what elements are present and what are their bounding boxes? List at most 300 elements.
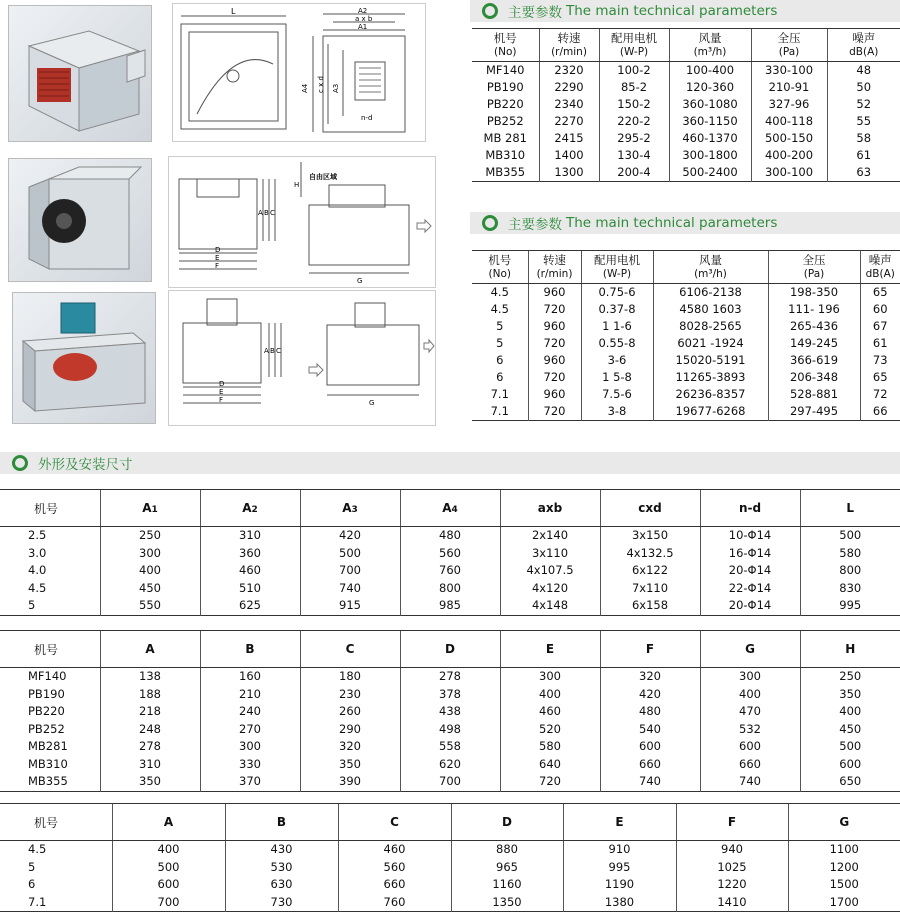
table-cell: 400 bbox=[100, 562, 200, 580]
column-header bbox=[539, 29, 599, 62]
table-cell: 220-2 bbox=[599, 113, 669, 130]
table-cell: 510 bbox=[200, 580, 300, 598]
table-cell: 1 1-6 bbox=[581, 318, 653, 335]
column-header-en: (r/min) bbox=[529, 267, 581, 281]
table-cell: PB220 bbox=[472, 96, 539, 113]
table-row bbox=[472, 352, 900, 369]
table-cell: 460 bbox=[338, 841, 451, 859]
table-cell: 22-Φ14 bbox=[700, 580, 800, 598]
column-header: A bbox=[112, 804, 225, 841]
column-header: n-d bbox=[700, 490, 800, 527]
section-title: 主要参数 bbox=[508, 1, 562, 21]
column-header-cn: 噪声 bbox=[861, 253, 900, 267]
table-cell: 210 bbox=[200, 686, 300, 704]
table-cell: 378 bbox=[400, 686, 500, 704]
table-cell: MF140 bbox=[0, 668, 100, 686]
drawing-label: A3 bbox=[332, 84, 340, 93]
drawing-label: F bbox=[219, 396, 223, 404]
table-cell: 800 bbox=[400, 580, 500, 598]
column-header-en: (No) bbox=[472, 267, 528, 281]
column-header: L bbox=[800, 490, 900, 527]
table-row bbox=[0, 876, 900, 894]
column-header-en: (Pa) bbox=[769, 267, 860, 281]
table-cell: 100-2 bbox=[599, 62, 669, 80]
table-cell: 558 bbox=[400, 738, 500, 756]
table-cell: 1100 bbox=[788, 841, 900, 859]
circle-bullet-icon bbox=[482, 3, 498, 19]
table-cell: 73 bbox=[860, 352, 900, 369]
table-cell: 560 bbox=[338, 859, 451, 877]
column-header: 机号 bbox=[0, 490, 100, 527]
column-header-cn: 风量 bbox=[670, 31, 751, 45]
table-cell: 2290 bbox=[539, 79, 599, 96]
table-cell: 149-245 bbox=[768, 335, 860, 352]
table-cell: 500 bbox=[300, 545, 400, 563]
table-row bbox=[472, 130, 900, 147]
table-row bbox=[472, 403, 900, 421]
table-cell: 72 bbox=[860, 386, 900, 403]
table-cell: 480 bbox=[600, 703, 700, 721]
table-cell: 278 bbox=[100, 738, 200, 756]
subscript: 3 bbox=[352, 505, 358, 515]
table-cell: 740 bbox=[300, 580, 400, 598]
column-header bbox=[751, 29, 827, 62]
table-cell: 700 bbox=[400, 773, 500, 791]
table-cell: 985 bbox=[400, 597, 500, 615]
params-table-1 bbox=[472, 28, 900, 182]
table-cell: 20-Φ14 bbox=[700, 597, 800, 615]
table-cell: 2340 bbox=[539, 96, 599, 113]
column-header bbox=[528, 251, 581, 284]
table-row bbox=[472, 147, 900, 164]
table-cell: 720 bbox=[500, 773, 600, 791]
table-cell: 230 bbox=[300, 686, 400, 704]
table-cell: 3-6 bbox=[581, 352, 653, 369]
column-header-cn: 噪声 bbox=[828, 31, 900, 45]
table-cell: 85-2 bbox=[599, 79, 669, 96]
table-cell: 310 bbox=[200, 527, 300, 545]
table-cell: 965 bbox=[451, 859, 563, 877]
table-cell: 61 bbox=[827, 147, 900, 164]
column-header: 机号 bbox=[0, 631, 100, 668]
table-header-row bbox=[0, 490, 900, 527]
table-cell: 4.0 bbox=[0, 562, 100, 580]
table-cell: 0.55-8 bbox=[581, 335, 653, 352]
table-cell: 740 bbox=[700, 773, 800, 791]
table-cell: 0.75-6 bbox=[581, 284, 653, 302]
column-header-cn: 全压 bbox=[752, 31, 827, 45]
table-cell: 5 bbox=[0, 597, 100, 615]
table-row bbox=[0, 756, 900, 774]
subscript: 4 bbox=[452, 505, 458, 515]
table-cell: 500 bbox=[800, 738, 900, 756]
table-cell: PB190 bbox=[0, 686, 100, 704]
table-cell: 330 bbox=[200, 756, 300, 774]
table-cell: 1190 bbox=[563, 876, 676, 894]
column-header-en: (W-P) bbox=[582, 267, 653, 281]
drawing-label: A bbox=[264, 347, 269, 355]
drawing-2 bbox=[168, 156, 436, 288]
table-cell: 297-495 bbox=[768, 403, 860, 421]
table-cell: 360-1080 bbox=[669, 96, 751, 113]
table-cell: 350 bbox=[800, 686, 900, 704]
column-header-en: (W-P) bbox=[600, 45, 669, 59]
table-cell: 330-100 bbox=[751, 62, 827, 80]
table-cell: 19677-6268 bbox=[653, 403, 768, 421]
table-cell: 600 bbox=[600, 738, 700, 756]
dims-table-3 bbox=[0, 803, 900, 912]
column-header: axb bbox=[500, 490, 600, 527]
table-cell: 4x107.5 bbox=[500, 562, 600, 580]
table-row bbox=[0, 773, 900, 791]
table-cell: 15020-5191 bbox=[653, 352, 768, 369]
table-cell: 720 bbox=[528, 301, 581, 318]
circle-bullet-icon bbox=[482, 215, 498, 231]
table-cell: 210-91 bbox=[751, 79, 827, 96]
table-row bbox=[472, 164, 900, 182]
table-cell: 480 bbox=[400, 527, 500, 545]
drawing-label: G bbox=[357, 277, 362, 285]
table-cell: 760 bbox=[400, 562, 500, 580]
table-cell: 600 bbox=[112, 876, 225, 894]
drawing-label: A1 bbox=[358, 23, 367, 31]
table-cell: 995 bbox=[563, 859, 676, 877]
table-cell: 130-4 bbox=[599, 147, 669, 164]
table-cell: 4.5 bbox=[472, 301, 528, 318]
table-cell: 450 bbox=[100, 580, 200, 598]
params-header-1 bbox=[470, 0, 900, 22]
table-row bbox=[472, 62, 900, 80]
circle-bullet-icon bbox=[12, 455, 28, 471]
table-cell: 460-1370 bbox=[669, 130, 751, 147]
table-cell: 16-Φ14 bbox=[700, 545, 800, 563]
table-cell: 3x150 bbox=[600, 527, 700, 545]
table-cell: MB355 bbox=[472, 164, 539, 182]
table-cell: 55 bbox=[827, 113, 900, 130]
column-header: D bbox=[451, 804, 563, 841]
table-cell: 540 bbox=[600, 721, 700, 739]
column-header bbox=[669, 29, 751, 62]
table-row bbox=[472, 335, 900, 352]
table-cell: 198-350 bbox=[768, 284, 860, 302]
table-cell: MB355 bbox=[0, 773, 100, 791]
table-cell: 4580 1603 bbox=[653, 301, 768, 318]
column-header: A2 bbox=[200, 490, 300, 527]
table-cell: 470 bbox=[700, 703, 800, 721]
column-header-en: dB(A) bbox=[828, 45, 900, 59]
table-cell: 830 bbox=[800, 580, 900, 598]
table-cell: 7x110 bbox=[600, 580, 700, 598]
table-cell: 625 bbox=[200, 597, 300, 615]
table-cell: 300 bbox=[100, 545, 200, 563]
column-header-cn: 机号 bbox=[472, 253, 528, 267]
section-title: 外形及安装尺寸 bbox=[38, 453, 133, 473]
table-cell: 532 bbox=[700, 721, 800, 739]
column-header bbox=[827, 29, 900, 62]
drawing-label: L bbox=[231, 7, 236, 16]
table-cell: 300 bbox=[500, 668, 600, 686]
table-cell: 300 bbox=[200, 738, 300, 756]
table-row bbox=[0, 841, 900, 859]
table-cell: 11265-3893 bbox=[653, 369, 768, 386]
subscript: 1 bbox=[152, 505, 158, 515]
column-header-cn: 机号 bbox=[472, 31, 539, 45]
drawing-1 bbox=[172, 3, 426, 142]
table-cell: 528-881 bbox=[768, 386, 860, 403]
table-cell: 248 bbox=[100, 721, 200, 739]
table-cell: 400 bbox=[112, 841, 225, 859]
table-cell: 400 bbox=[700, 686, 800, 704]
table-cell: 600 bbox=[800, 756, 900, 774]
table-cell: 310 bbox=[100, 756, 200, 774]
table-cell: 660 bbox=[338, 876, 451, 894]
table-cell: 1220 bbox=[676, 876, 788, 894]
table-cell: 700 bbox=[112, 894, 225, 912]
table-cell: 5 bbox=[472, 335, 528, 352]
product-photo-2 bbox=[8, 158, 152, 282]
table-cell: 420 bbox=[600, 686, 700, 704]
column-header: H bbox=[800, 631, 900, 668]
table-cell: 4x120 bbox=[500, 580, 600, 598]
table-cell: 580 bbox=[500, 738, 600, 756]
table-cell: 800 bbox=[800, 562, 900, 580]
table-row bbox=[472, 113, 900, 130]
table-cell: 520 bbox=[500, 721, 600, 739]
table-cell: 350 bbox=[300, 756, 400, 774]
table-cell: 188 bbox=[100, 686, 200, 704]
column-header bbox=[472, 251, 528, 284]
drawing-label: C bbox=[270, 209, 275, 217]
drawing-label: 自由区域 bbox=[309, 172, 338, 181]
column-header: C bbox=[300, 631, 400, 668]
table-cell: 4x132.5 bbox=[600, 545, 700, 563]
table-cell: 10-Φ14 bbox=[700, 527, 800, 545]
dims-table-1 bbox=[0, 489, 900, 616]
drawing-label: D bbox=[219, 380, 224, 388]
table-cell: 390 bbox=[300, 773, 400, 791]
table-cell: 1350 bbox=[451, 894, 563, 912]
table-cell: 111- 196 bbox=[768, 301, 860, 318]
table-cell: 265-436 bbox=[768, 318, 860, 335]
table-cell: 430 bbox=[225, 841, 338, 859]
table-header-row bbox=[472, 251, 900, 284]
table-row bbox=[0, 859, 900, 877]
column-header: A3 bbox=[300, 490, 400, 527]
table-cell: 940 bbox=[676, 841, 788, 859]
table-cell: 3x110 bbox=[500, 545, 600, 563]
table-cell: 1025 bbox=[676, 859, 788, 877]
table-cell: 6021 -1924 bbox=[653, 335, 768, 352]
table-cell: 270 bbox=[200, 721, 300, 739]
column-header-en: (m³/h) bbox=[654, 267, 768, 281]
table-cell: 295-2 bbox=[599, 130, 669, 147]
table-row bbox=[472, 96, 900, 113]
table-cell: 240 bbox=[200, 703, 300, 721]
table-cell: 350 bbox=[100, 773, 200, 791]
product-photo-3 bbox=[12, 292, 156, 424]
column-header bbox=[581, 251, 653, 284]
table-cell: 400-118 bbox=[751, 113, 827, 130]
column-header: B bbox=[200, 631, 300, 668]
table-cell: 1200 bbox=[788, 859, 900, 877]
table-cell: 100-400 bbox=[669, 62, 751, 80]
dims-header bbox=[0, 452, 900, 474]
table-cell: 7.5-6 bbox=[581, 386, 653, 403]
drawing-label: G bbox=[369, 399, 374, 407]
table-cell: 2x140 bbox=[500, 527, 600, 545]
table-cell: 278 bbox=[400, 668, 500, 686]
table-cell: 400 bbox=[800, 703, 900, 721]
table-cell: 327-96 bbox=[751, 96, 827, 113]
table-cell: 50 bbox=[827, 79, 900, 96]
column-header: D bbox=[400, 631, 500, 668]
table-cell: 620 bbox=[400, 756, 500, 774]
table-cell: 500-150 bbox=[751, 130, 827, 147]
table-cell: 4.5 bbox=[0, 580, 100, 598]
table-cell: 1300 bbox=[539, 164, 599, 182]
table-cell: 3.0 bbox=[0, 545, 100, 563]
table-cell: 700 bbox=[300, 562, 400, 580]
subscript: 2 bbox=[252, 505, 258, 515]
column-header: A4 bbox=[400, 490, 500, 527]
table-row bbox=[472, 301, 900, 318]
drawing-label: F bbox=[215, 262, 219, 270]
table-cell: 500-2400 bbox=[669, 164, 751, 182]
column-header: G bbox=[700, 631, 800, 668]
table-cell: 630 bbox=[225, 876, 338, 894]
table-cell: MB310 bbox=[0, 756, 100, 774]
drawing-label: D bbox=[215, 246, 220, 254]
table-row bbox=[0, 545, 900, 563]
table-cell: 61 bbox=[860, 335, 900, 352]
drawing-label: B bbox=[264, 209, 269, 217]
column-header-cn: 转速 bbox=[529, 253, 581, 267]
table-cell: 26236-8357 bbox=[653, 386, 768, 403]
params-table-2 bbox=[472, 250, 900, 421]
table-cell: 500 bbox=[800, 527, 900, 545]
column-header bbox=[768, 251, 860, 284]
table-cell: 6106-2138 bbox=[653, 284, 768, 302]
section-title-en: The main technical parameters bbox=[566, 215, 777, 231]
column-header: F bbox=[600, 631, 700, 668]
table-cell: 66 bbox=[860, 403, 900, 421]
table-cell: 290 bbox=[300, 721, 400, 739]
table-header-row bbox=[0, 804, 900, 841]
table-cell: 720 bbox=[528, 403, 581, 421]
table-cell: 760 bbox=[338, 894, 451, 912]
table-cell: 7.1 bbox=[472, 386, 528, 403]
table-cell: 6x158 bbox=[600, 597, 700, 615]
table-cell: 3-8 bbox=[581, 403, 653, 421]
column-header-cn: 风量 bbox=[654, 253, 768, 267]
table-cell: 500 bbox=[112, 859, 225, 877]
table-cell: 8028-2565 bbox=[653, 318, 768, 335]
table-header-row bbox=[0, 631, 900, 668]
column-header-en: (Pa) bbox=[752, 45, 827, 59]
table-cell: 530 bbox=[225, 859, 338, 877]
table-cell: 2415 bbox=[539, 130, 599, 147]
table-cell: 150-2 bbox=[599, 96, 669, 113]
drawing-label: n-d bbox=[361, 114, 372, 122]
table-cell: MB281 bbox=[0, 738, 100, 756]
table-cell: 65 bbox=[860, 284, 900, 302]
table-cell: 4.5 bbox=[472, 284, 528, 302]
table-row bbox=[0, 668, 900, 686]
table-cell: 7.1 bbox=[472, 403, 528, 421]
column-header: E bbox=[500, 631, 600, 668]
table-cell: PB190 bbox=[472, 79, 539, 96]
drawing-label: A bbox=[258, 209, 263, 217]
table-cell: 58 bbox=[827, 130, 900, 147]
table-cell: MB310 bbox=[472, 147, 539, 164]
table-cell: 2.5 bbox=[0, 527, 100, 545]
table-cell: 250 bbox=[100, 527, 200, 545]
column-header bbox=[472, 29, 539, 62]
table-cell: 720 bbox=[528, 369, 581, 386]
table-cell: PB252 bbox=[472, 113, 539, 130]
table-row bbox=[0, 562, 900, 580]
table-cell: 420 bbox=[300, 527, 400, 545]
table-cell: 250 bbox=[800, 668, 900, 686]
table-cell: 6x122 bbox=[600, 562, 700, 580]
table-cell: 580 bbox=[800, 545, 900, 563]
section-title: 主要参数 bbox=[508, 213, 562, 233]
table-cell: 206-348 bbox=[768, 369, 860, 386]
table-cell: 960 bbox=[528, 318, 581, 335]
table-cell: 300-1800 bbox=[669, 147, 751, 164]
table-cell: 2320 bbox=[539, 62, 599, 80]
column-header-cn: 配用电机 bbox=[582, 253, 653, 267]
table-cell: 360 bbox=[200, 545, 300, 563]
drawing-label: a x b bbox=[355, 15, 373, 23]
column-header-en: dB(A) bbox=[861, 267, 900, 281]
table-cell: 560 bbox=[400, 545, 500, 563]
table-cell: 740 bbox=[600, 773, 700, 791]
table-cell: 320 bbox=[600, 668, 700, 686]
table-row bbox=[472, 79, 900, 96]
table-cell: 640 bbox=[500, 756, 600, 774]
table-cell: 910 bbox=[563, 841, 676, 859]
table-cell: 1700 bbox=[788, 894, 900, 912]
drawing-3 bbox=[168, 290, 436, 426]
drawing-label: B bbox=[270, 347, 275, 355]
column-header: 机号 bbox=[0, 804, 112, 841]
table-cell: 200-4 bbox=[599, 164, 669, 182]
table-cell: 400-200 bbox=[751, 147, 827, 164]
column-header-en: (r/min) bbox=[540, 45, 599, 59]
table-cell: 460 bbox=[500, 703, 600, 721]
drawing-label: C bbox=[276, 347, 281, 355]
table-cell: 960 bbox=[528, 386, 581, 403]
table-row bbox=[472, 386, 900, 403]
table-cell: 5 bbox=[472, 318, 528, 335]
table-row bbox=[472, 284, 900, 302]
table-cell: 300-100 bbox=[751, 164, 827, 182]
table-cell: 2270 bbox=[539, 113, 599, 130]
table-header-row bbox=[472, 29, 900, 62]
table-row bbox=[0, 738, 900, 756]
table-cell: 360-1150 bbox=[669, 113, 751, 130]
drawing-label: H bbox=[294, 181, 299, 189]
table-cell: 300 bbox=[700, 668, 800, 686]
table-cell: 1380 bbox=[563, 894, 676, 912]
table-cell: MF140 bbox=[472, 62, 539, 80]
table-row bbox=[472, 318, 900, 335]
table-cell: 915 bbox=[300, 597, 400, 615]
table-cell: 370 bbox=[200, 773, 300, 791]
column-header: B bbox=[225, 804, 338, 841]
table-row bbox=[0, 686, 900, 704]
